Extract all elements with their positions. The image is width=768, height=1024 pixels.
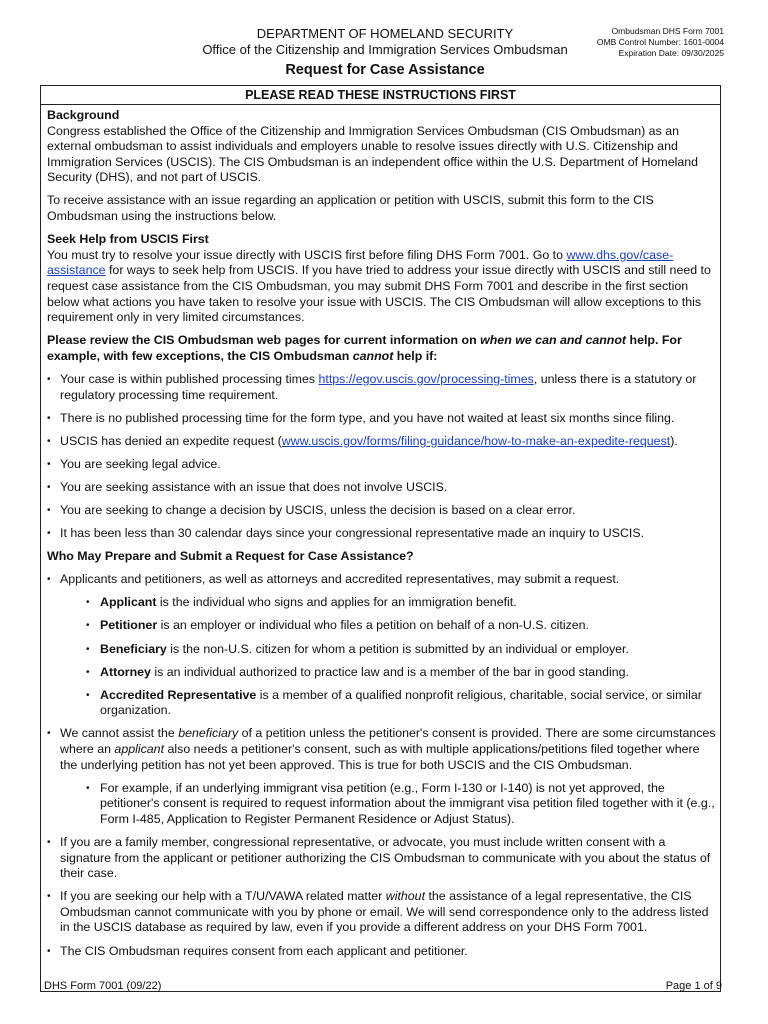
footer-form-number: DHS Form 7001 (09/22) xyxy=(44,980,162,992)
case-assistance-link[interactable]: www.dhs.gov/case-assistance xyxy=(47,247,674,278)
seek-help-text-post: for ways to seek help from USCIS. If you have tried to address your issue directly with USCIS and still need to request case assistance from the CIS Ombudsman, you may submit DHS Form 7001 and describe in the first section below what actions you have taken to resolve your issue with USCIS. The CIS Ombudsman will allow exceptions to this requirement only in very limited circumstances. xyxy=(47,263,711,325)
item-text: We cannot assist the xyxy=(60,726,179,741)
item-text: of a petition unless the petitioner's consent is provided. There are some circumstances where an xyxy=(60,726,716,756)
definition-item xyxy=(47,688,716,719)
definition-item xyxy=(47,595,716,611)
instructions-title: PLEASE READ THESE INSTRUCTIONS FIRST xyxy=(41,86,720,105)
seek-help-text-pre: You must try to resolve your issue directly with USCIS first before filing DHS Form 7001. Go to xyxy=(47,247,567,262)
list-item: • You are seeking assistance with an issue that does not involve USCIS. xyxy=(47,480,716,496)
definition-term: Beneficiary xyxy=(100,641,167,656)
review-text-e: help if: xyxy=(393,348,438,363)
item-text: , unless there is a statutory or regulatory processing time requirement. xyxy=(60,371,697,402)
form-title: Request for Case Assistance xyxy=(285,62,485,78)
review-text-d: cannot xyxy=(352,348,394,363)
instructions-box xyxy=(40,85,721,992)
definition-text: is the non-U.S. citizen for whom a petition is submitted by an individual or employer. xyxy=(166,641,629,656)
instructions-content xyxy=(41,105,720,959)
list-item: • You are seeking legal advice. xyxy=(47,457,716,473)
review-text-a: Please review the CIS Ombudsman web pages for current information on xyxy=(47,333,481,348)
definition-item xyxy=(47,642,716,658)
list-item: • You are seeking to change a decision by USCIS, unless the decision is based on a clear error. xyxy=(47,503,716,519)
definition-item xyxy=(47,618,716,634)
list-item xyxy=(47,889,716,936)
who-may-submit-list xyxy=(47,572,716,959)
review-text-b: when we can and cannot xyxy=(480,333,627,348)
list-item xyxy=(47,372,716,403)
form-id: Ombudsman DHS Form 7001 xyxy=(611,26,724,36)
who-may-submit-heading: Who May Prepare and Submit a Request for Case Assistance? xyxy=(47,549,414,564)
cannot-help-list xyxy=(47,372,716,542)
seek-help-heading: Seek Help from USCIS First xyxy=(47,232,209,247)
item-text: without xyxy=(385,889,426,904)
list-item: • There is no published processing time for the form type, and you have not waited at least six months since filing. xyxy=(47,411,716,427)
item-text: beneficiary xyxy=(178,726,239,741)
background-paragraph-1: Congress established the Office of the Citizenship and Immigration Services Ombudsman (CIS Ombudsman) as an external ombudsman to assist individuals and employers unable to resolve issues directly with U.S. Citizenship and Immigration Services (USCIS). The CIS Ombudsman is an independent office within the U.S. Department of Homeland Security (DHS), and not part of USCIS. xyxy=(47,123,699,185)
example-item: • For example, if an underlying immigrant visa petition (e.g., Form I-130 or I-140) is not yet approved, the petitioner's consent is required to request information about the immigrant visa petition filed together with it (e.g., Form I-485, Application to Register Permanent Residence or Adjust Status). xyxy=(47,781,716,828)
item-text: applicant xyxy=(114,742,165,756)
item-text: also needs a petitioner's consent, such as with multiple applications/petitions filed together where the underlying petition has not yet been approved. This is true for both USCIS and the CIS Ombudsman. xyxy=(60,742,700,772)
definition-text: is an employer or individual who files a petition on behalf of a non-U.S. citizen. xyxy=(157,618,590,633)
omb-number: OMB Control Number: 1601-0004 xyxy=(596,37,724,47)
list-item: • It has been less than 30 calendar days since your congressional representative made an inquiry to USCIS. xyxy=(47,526,716,542)
expedite-request-link[interactable]: www.uscis.gov/forms/filing-guidance/how-to-make-an-expedite-request xyxy=(281,433,671,448)
list-item: • If you are a family member, congressional representative, or advocate, you must include written consent with a signature from the applicant or petitioner authorizing the CIS Ombudsman to communicate with you about the status of their case. xyxy=(47,835,716,882)
form-meta xyxy=(597,26,724,59)
item-text: the assistance of a legal representative, the CIS Ombudsman cannot communicate with you by phone or email. We will send correspondence only to the address listed in the USCIS database as required by law, even if you provide a different address on your DHS Form 7001. xyxy=(60,889,709,935)
definition-text: is a member of a qualified nonprofit religious, charitable, social service, or similar organization. xyxy=(100,687,702,718)
list-item xyxy=(47,726,716,773)
department-name: DEPARTMENT OF HOMELAND SECURITY xyxy=(256,26,514,41)
list-item xyxy=(47,434,716,450)
definition-term: Applicant xyxy=(100,595,157,610)
definition-text: is an individual authorized to practice law and is a member of the bar in good standing. xyxy=(150,664,629,679)
definition-term: Accredited Representative xyxy=(100,687,257,702)
item-text: Your case is within published processing times xyxy=(60,371,319,386)
seek-help-paragraph xyxy=(47,248,716,326)
item-text: If you are seeking our help with a T/U/VAWA related matter xyxy=(60,889,386,904)
expiration-date: Expiration Date: 09/30/2025 xyxy=(618,48,724,58)
background-heading: Background xyxy=(47,108,120,122)
footer-page-number: Page 1 of 9 xyxy=(665,980,722,992)
form-header xyxy=(150,26,620,80)
review-text-c: help. For example, with few exceptions, the CIS Ombudsman xyxy=(47,333,682,363)
list-item: • Applicants and petitioners, as well as attorneys and accredited representatives, may submit a request. xyxy=(47,572,716,588)
processing-times-link[interactable]: https://egov.uscis.gov/processing-times xyxy=(318,371,534,386)
definition-term: Petitioner xyxy=(100,618,158,633)
item-text: USCIS has denied an expedite request ( xyxy=(60,433,282,448)
review-paragraph xyxy=(47,333,716,364)
definition-text: is the individual who signs and applies for an immigration benefit. xyxy=(156,595,517,610)
background-paragraph-2: To receive assistance with an issue regarding an application or petition with USCIS, submit this form to the CIS Ombudsman using the instructions below. xyxy=(47,193,654,224)
definition-item xyxy=(47,665,716,681)
office-name: Office of the Citizenship and Immigration Services Ombudsman xyxy=(202,42,568,57)
item-text: ). xyxy=(670,433,678,448)
list-item: • The CIS Ombudsman requires consent from each applicant and petitioner. xyxy=(47,944,716,960)
definition-term: Attorney xyxy=(100,664,151,679)
